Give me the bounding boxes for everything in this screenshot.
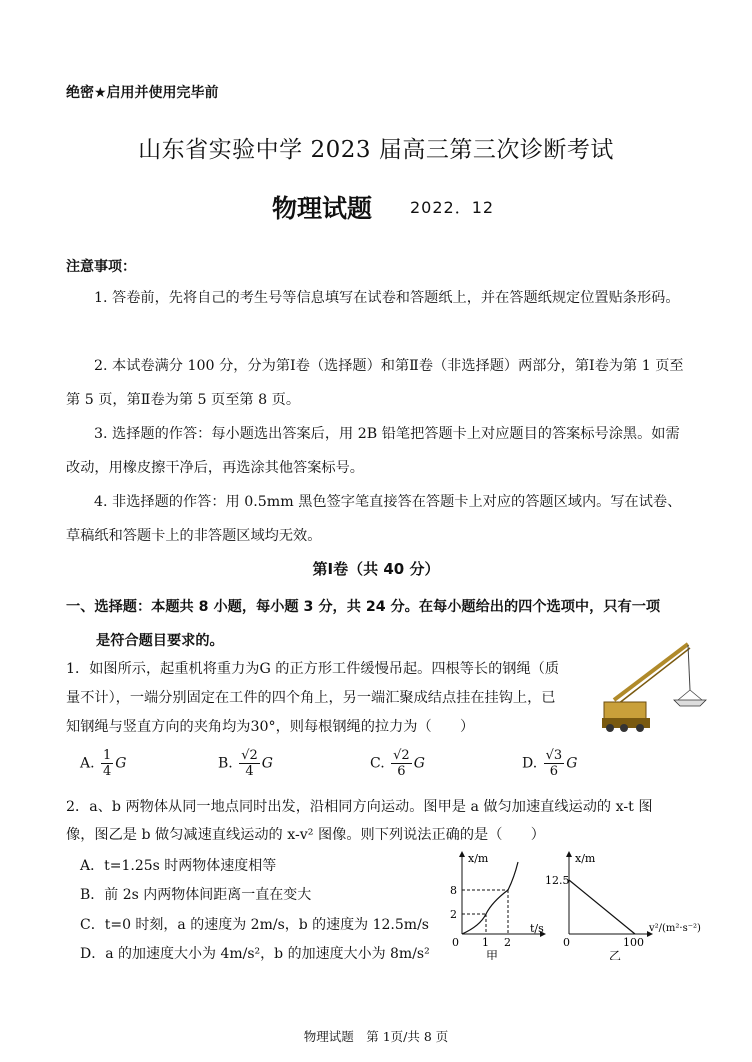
graph-jia-xtick-2: 2 <box>504 936 511 949</box>
q1-option-a[interactable] <box>80 748 126 779</box>
note-item-2: 2. 本试卷满分 100 分，分为第Ⅰ卷（选择题）和第Ⅱ卷（非选择题）两部分，第Ⅰ卷为第 1 页至第 5 页，第Ⅱ卷为第 5 页至第 8 页。 <box>66 358 684 408</box>
numerator: √2 <box>393 748 410 763</box>
exam-date: 2022．12 <box>410 198 495 217</box>
q2-line-2: 像，图乙是 b 做匀减速直线运动的 x-v² 图像。则下列说法正确的是（ ） <box>66 827 545 843</box>
note-item-4: 4. 非选择题的作答：用 0.5mm 黑色签字笔直接答在答题卡上对应的答题区域内。写在试卷、草稿纸和答题卡上的非答题区域均无效。 <box>66 494 682 544</box>
notes-heading: 注意事项： <box>66 259 136 275</box>
variable: G <box>115 755 127 772</box>
q1-line-1: 1．如图所示，起重机将重力为G 的正方形工件缓慢吊起。四根等长的钢绳（质 <box>66 661 560 677</box>
fraction <box>391 748 412 779</box>
graph-jia-ytick-2: 2 <box>450 908 457 921</box>
graph-jia-caption: 甲 <box>486 949 499 960</box>
graph-yi-caption: 乙 <box>609 949 622 960</box>
q2-option-c[interactable]: C．t=0 时刻，a 的速度为 2m/s，b 的速度为 12.5m/s <box>80 917 429 933</box>
note-item-1: 1. 答卷前，先将自己的考生号等信息填写在试卷和答题纸上，并在答题纸规定位置贴条形码。 <box>94 290 680 306</box>
page-footer: 物理试题 第 1页/共 8 页 <box>303 1029 449 1044</box>
subject-title: 物理试题 <box>272 194 373 223</box>
part-line-1: 一、选择题：本题共 8 小题，每小题 3 分，共 24 分。在每小题给出的四个选项中，只有一项 <box>66 599 661 615</box>
exam-title: 山东省实验中学 2023 届高三第三次诊断考试 <box>138 137 614 163</box>
part-line-2: 是符合题目要求的。 <box>96 633 224 649</box>
graph-jia <box>440 848 552 960</box>
graph-yi <box>545 848 720 960</box>
graph-jia-xlabel: t/s <box>530 922 544 935</box>
denominator: 6 <box>549 764 559 779</box>
option-label: D. <box>522 755 538 772</box>
q2-option-d[interactable]: D．a 的加速度大小为 4m/s²，b 的加速度大小为 8m/s² <box>80 946 430 962</box>
variable: G <box>566 755 578 772</box>
q1-option-d[interactable] <box>522 748 577 779</box>
note-item-3: 3. 选择题的作答：每小题选出答案后，用 2B 铅笔把答题卡上对应题目的答案标号涂黑。如需改动，用橡皮擦干净后，再选涂其他答案标号。 <box>66 426 680 476</box>
fraction <box>544 748 565 779</box>
denominator: 4 <box>103 764 112 779</box>
variable: G <box>413 755 425 772</box>
q1-line-3: 知钢绳与竖直方向的夹角均为30°，则每根钢绳的拉力为（ ） <box>66 719 475 735</box>
confidential-mark: 绝密★启用并使用完毕前 <box>66 85 219 101</box>
option-label: B. <box>218 755 233 772</box>
graph-jia-ylabel: x/m <box>468 852 489 865</box>
graph-jia-xtick-1: 1 <box>482 936 489 949</box>
numerator: 1 <box>103 748 112 763</box>
q1-line-2: 量不计），一端分别固定在工件的四个角上，另一端汇聚成结点挂在挂钩上，已 <box>66 690 556 706</box>
graph-yi-xtick: 100 <box>623 936 644 949</box>
denominator: 6 <box>397 764 406 779</box>
denominator: 4 <box>245 764 254 779</box>
graph-yi-ytick: 12.5 <box>545 874 570 887</box>
q1-option-b[interactable] <box>218 748 273 779</box>
fraction <box>101 748 113 779</box>
graph-yi-ylabel: x/m <box>575 852 596 865</box>
crane-illustration <box>600 640 710 735</box>
graph-yi-xlabel: v²/(m²·s⁻²) <box>649 923 701 934</box>
q2-line-1: 2．a、b 两物体从同一地点同时出发，沿相同方向运动。图甲是 a 做匀加速直线运动的 x-t 图 <box>66 799 653 815</box>
graph-jia-ytick-8: 8 <box>450 884 457 897</box>
option-label: A. <box>80 755 95 772</box>
graph-yi-origin: 0 <box>563 936 570 949</box>
q2-option-a[interactable]: A．t=1.25s 时两物体速度相等 <box>80 858 277 874</box>
option-label: C. <box>370 755 385 772</box>
section-title: 第Ⅰ卷（共 40 分） <box>312 560 440 578</box>
fraction <box>239 748 260 779</box>
graph-jia-origin: 0 <box>452 936 459 949</box>
numerator: √3 <box>545 748 563 763</box>
variable: G <box>261 755 273 772</box>
q1-option-c[interactable] <box>370 748 425 779</box>
q2-option-b[interactable]: B．前 2s 内两物体间距离一直在变大 <box>80 887 312 903</box>
numerator: √2 <box>241 748 258 763</box>
